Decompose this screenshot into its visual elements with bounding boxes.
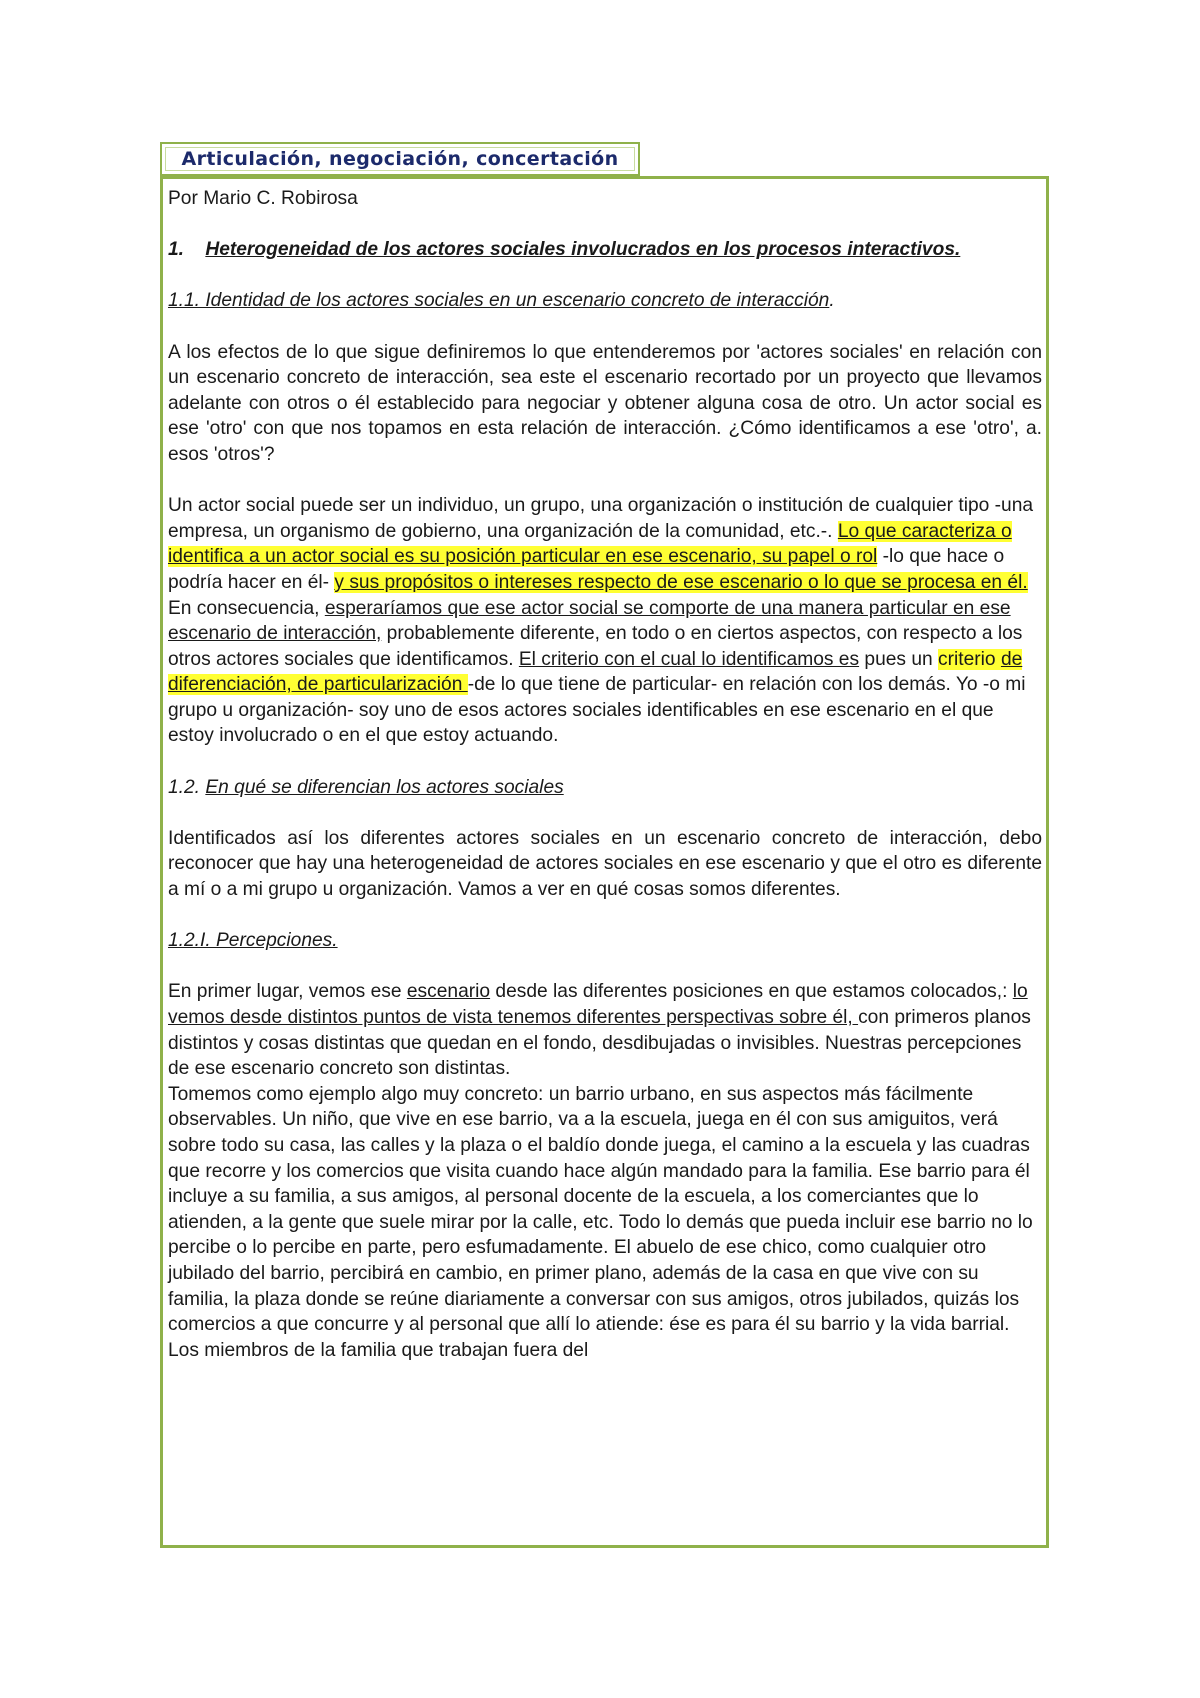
underlined-text: El criterio con el cual lo identificamos es xyxy=(518,648,860,670)
section-1-2-1-paragraph-2: Tomemos como ejemplo algo muy concreto: un barrio urbano, en sus aspectos más fácilmente observables. Un niño, que vive en ese barrio, va a la escuela, juega en él con sus amiguitos, verá sobre todo su casa, las calles y la plaza o el baldío donde juega, el camino a la escuela y las cuadras que recorre y los comercios que visita cuando hace algún mandado para la familia. Ese barrio para él incluye a su familia, a sus amigos, al personal docente de la escuela, a los comerciantes que lo atienden, a la gente que suele mirar por la calle, etc. Todo lo demás que pueda incluir ese barrio no lo percibe o lo percibe en parte, pero esfumadamente. El abuelo de ese chico, como cualquier otro jubilado del barrio, percibirá en cambio, en primer plano, además de la casa en que vive con su familia, la plaza donde se reúne diariamente a conversar con sus amigos, otros jubilados, quizás los comercios a que concurre y al personal que allí lo atiende: ése es para él su barrio y la vida barrial. Los miembros de la familia que trabajan fuera del xyxy=(168,1083,1033,1361)
spacer xyxy=(168,749,1042,775)
section-1-2-paragraph-1: Identificados así los diferentes actores sociales en un escenario concreto de interacción, debo reconocer que hay una heterogeneidad de actores sociales en ese escenario y que el otro es diferente a mí o a mi grupo u organización. Vamos a ver en qué cosas somos diferentes. xyxy=(168,827,1042,901)
spacer xyxy=(168,903,1042,929)
spacer xyxy=(168,468,1042,494)
document-body xyxy=(168,186,1042,1363)
spacer xyxy=(168,212,1042,238)
section-1-1-paragraph-1: A los efectos de lo que sigue definiremos lo que entenderemos por 'actores sociales' en relación con un escenario concreto de interacción, sea este el escenario recortado por un proyecto que llevamos adelante con otros o él establecido para negociar y obtener alguna cosa de otro. Un actor social es ese 'otro' con que nos topamos en esta relación de interacción. ¿Cómo identificamos a ese 'otro', a. esos 'otros'? xyxy=(168,341,1042,465)
section-1-heading xyxy=(168,237,1042,263)
highlighted-text: y sus propósitos o intereses respecto de ese escenario o lo que se procesa en él. xyxy=(334,571,1028,593)
spacer xyxy=(168,800,1042,826)
section-1-2-heading xyxy=(168,775,1042,801)
underlined-text: esperaríamos que ese actor social se comporte de una manera particular en ese escenario de interacción, xyxy=(168,597,1011,645)
content-frame xyxy=(160,176,1049,1548)
section-1-2-1-heading xyxy=(168,928,1042,954)
section-1-1-title: 1.1. Identidad de los actores sociales en un escenario concreto de interacción xyxy=(168,290,830,312)
text-run: Un actor social puede ser un individuo, un grupo, una organización o institución de cualquier tipo -una empresa, un organismo de gobierno, una organización de la comunidad, etc.-. xyxy=(168,495,1034,542)
section-1-2-number: 1.2. xyxy=(168,776,206,798)
text-run: En primer lugar, vemos ese xyxy=(168,981,407,1003)
section-1-title: Heterogeneidad de los actores sociales involucrados en los procesos interactivos. xyxy=(205,239,961,261)
underlined-text: escenario xyxy=(406,981,491,1003)
section-1-2-1-paragraph-1 xyxy=(168,979,1042,1081)
spacer xyxy=(168,314,1042,340)
highlighted-text: de diferenciación, de particularización xyxy=(168,648,1023,696)
highlighted-text: criterio xyxy=(938,648,1001,670)
document-title: Articulación, negociación, concertación xyxy=(181,148,619,170)
section-1-1-heading xyxy=(168,288,1042,314)
section-1-2-1-title: 1.2.I. Percepciones. xyxy=(168,930,338,952)
text-run: -de lo que tiene de particular- en relación con los demás. Yo -o mi grupo u organización- soy uno de esos actores sociales identificables en ese escenario en el que estoy involucrado o en el que estoy actuando. xyxy=(168,674,1026,747)
text-run: En consecuencia, xyxy=(168,597,325,619)
highlighted-text: Lo que caracteriza o identifica a un actor social es su posición particular en ese escenario, su papel o rol xyxy=(168,520,1012,568)
text-run: pues un xyxy=(859,648,939,670)
author-line: Por Mario C. Robirosa xyxy=(168,188,358,209)
spacer xyxy=(168,263,1042,289)
document-title-tab xyxy=(160,142,640,176)
section-1-number: 1. xyxy=(168,239,185,261)
underlined-text: lo vemos desde distintos puntos de vista tenemos diferentes perspectivas sobre él, xyxy=(168,981,1028,1028)
section-1-1-title-end: . xyxy=(829,290,835,312)
text-run: con primeros planos distintos y cosas distintas que quedan en el fondo, desdibujadas o invisibles. Nuestras percepciones de ese escenario concreto son distintas. xyxy=(168,1007,1031,1080)
text-run: desde las diferentes posiciones en que estamos colocados,: xyxy=(490,981,1013,1003)
text-run: -lo que hace o podría hacer en él- xyxy=(168,546,1005,593)
spacer xyxy=(168,954,1042,980)
section-1-1-paragraph-2 xyxy=(168,493,1042,749)
section-1-2-title: En qué se diferencian los actores sociales xyxy=(205,776,564,798)
text-run: probablemente diferente, en todo o en ciertos aspectos, con respecto a los otros actores sociales que identificamos. xyxy=(168,623,1023,670)
